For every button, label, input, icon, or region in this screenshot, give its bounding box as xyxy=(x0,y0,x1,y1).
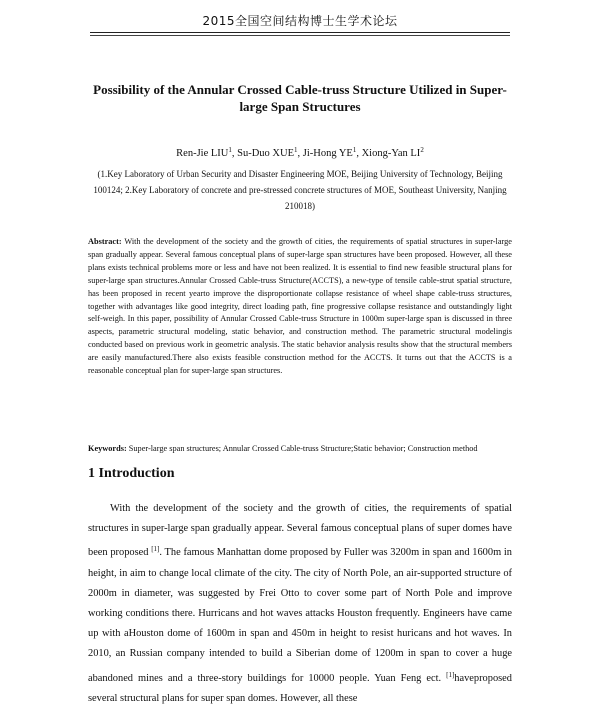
author-list xyxy=(80,146,520,159)
author: Xiong-Yan $LI^2$ xyxy=(361,146,424,159)
abstract xyxy=(88,236,512,378)
keywords xyxy=(88,443,512,456)
section-heading: 1 Introduction xyxy=(88,466,175,481)
keywords-text: Super-large span structures; Annular Crossed Cable-truss Structure;Static behavior; Construction method xyxy=(128,444,478,453)
running-header: 2015全国空间结构博士生学术论坛 xyxy=(202,14,398,28)
abstract-label: Abstract: xyxy=(88,237,122,246)
citation: [1] xyxy=(151,545,160,554)
affiliations: (1.Key Laboratory of Urban Security and Disaster Engineering MOE, Beijing University of Technology, Beijing 100124; 2.Key Laboratory of concrete and pre-stressed concrete structures of MOE, Southeast University, Nanjing 210018) xyxy=(93,169,507,211)
keywords-label: Keywords: xyxy=(88,444,127,453)
header-rule-thin xyxy=(90,35,510,36)
intro-body xyxy=(88,499,512,709)
intro-paragraph: With the development of the society and the growth of cities, the requirements of spatial structures in super-large span gradually appear. Several famous conceptual plans of super domes have been proposed [1]. The famous Manhattan dome proposed by Fuller was 3200m in span and 1600m in height, in aim to change local climate of the city. The city of North Pole, an air-supported structure of 2000m in diameter, was suggested by Frei Otto to cover some part of North Pole and improve working conditions there. Hurricans and hot waves attacks Houston frequently. Engineers have came up with aHouston dome of 1600m in span and 450m in height to resist huricans and hot waves. In 2010, an Russian company intended to build a Siberian dome of 1200m in span to cover a huge abandoned mines and a three-story buildings for 10000 people. Yuan Feng ect. [1]haveproposed several structural plans for super span domes. However, all these xyxy=(88,503,512,704)
citation: [1] xyxy=(446,670,455,679)
abstract-text: With the development of the society and the growth of cities, the requirements of spatial structures in super-large span gradually appear. Several famous conceptual plans of super-large span structures have been proposed. However, all these plans exists technical problems more or less and have not been realized. It is essential to find new feasible structural plans for super-large span structures.Annular Crossed Cable-truss Structure(ACCTS), a new-type of tensile cable-strut spatial structure, has been proposed in recent yearto improve the disproportionate collapse resistance of wheel shape cable-truss structures, together with advantages like good integrity, direct loading path, fine progressive collapse resistance and outstandingly light self-weigh. In this paper, possibility of Annular Crossed Cable-truss Structure in 1000m super-large span is discussed in three aspects, parametric structural modeling, static behavior, and construction method. The parametric structural modelingis conducted based on previous work in geometric analysis. The static behavior analysis results show that the structural members are easily manufactured.There also exists feasible construction method for the ACCTS. It turns out that the ACCTS is a reasonable conceptual plan for super-large span structures. xyxy=(88,237,512,376)
author: Su-Duo XUE$^1$, xyxy=(237,146,303,159)
header-rule xyxy=(90,32,510,33)
author: Ren-Jie LIU$^1$, xyxy=(176,146,238,159)
paper-title: Possibility of the Annular Crossed Cable-truss Structure Utilized in Super-large Span Structures xyxy=(93,82,507,114)
author: Ji-Hong $YE^1$, xyxy=(302,146,362,159)
